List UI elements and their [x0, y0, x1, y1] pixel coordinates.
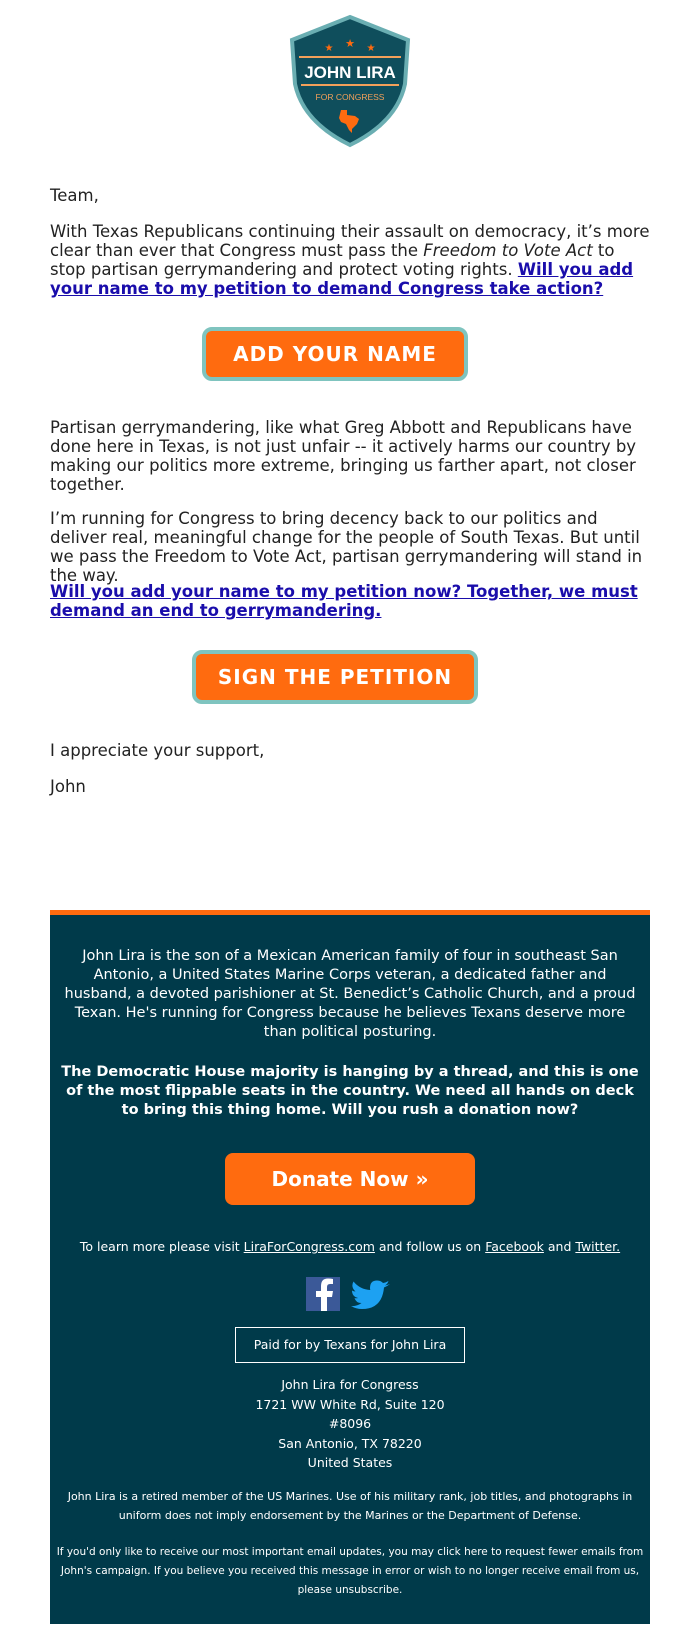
svg-text:★: ★ [366, 43, 376, 54]
paid-for-box: Paid for by Texans for John Lira [235, 1327, 465, 1363]
address-line: United States [307, 1455, 393, 1470]
svg-text:★: ★ [345, 37, 355, 50]
petition-link[interactable]: Will you add your name to my petition to demand Congress take action? [50, 260, 634, 298]
footer-appeal: The Democratic House majority is hanging by a thread, and this is one of the most flippable seats in the country. We need all hands on deck to bring this thing home. Will you rush a donation now? [61, 1064, 639, 1118]
unsubscribe-link[interactable]: If you'd only like to receive our most important email updates, you may click here to request fewer emails from John's campaign. If you believe you received this message in error or wish to no longer receive email from us, please unsubscribe. [56, 1546, 644, 1596]
svg-text:★: ★ [324, 43, 334, 54]
shield-logo-icon [289, 14, 411, 148]
donate-now-button[interactable]: Donate Now » [225, 1153, 475, 1205]
footer [50, 910, 650, 1624]
intro-text: With Texas Republicans continuing their assault on democracy, it’s more clear than ever that Congress must pass the [50, 222, 650, 260]
twitter-link[interactable]: Twitter. [575, 1239, 621, 1254]
facebook-icon[interactable] [306, 1277, 340, 1311]
footer-bio: John Lira is the son of a Mexican American family of four in southeast San Antonio, a United States Marine Corps veteran, a dedicated father and husband, a devoted parishioner at St. Benedict’s Catholic Church, and a proud Texan. He's running for Congress because he believes Texans deserve more than political posturing. [64, 948, 636, 1040]
signature: John [50, 777, 86, 796]
twitter-icon[interactable] [351, 1281, 390, 1310]
unsubscribe-text [50, 1543, 650, 1600]
closing-text: I appreciate your support, [50, 741, 265, 760]
learn-text-mid: and follow us on [374, 1239, 486, 1254]
social-icons [306, 1275, 396, 1313]
learn-text-and: and [543, 1239, 576, 1254]
facebook-link[interactable]: Facebook [485, 1239, 544, 1254]
website-link[interactable]: LiraForCongress.com [243, 1239, 375, 1254]
learn-more-line [58, 1239, 642, 1255]
intro-italic: Freedom to Vote Act [423, 241, 593, 260]
military-disclaimer: John Lira is a retired member of the US Marines. Use of his military rank, job titles, and photographs in uniform does not imply endorsement by the Marines or the Department of Defense. [67, 1490, 633, 1522]
address-line: San Antonio, TX 78220 [278, 1435, 422, 1451]
svg-text:JOHN LIRA: JOHN LIRA [304, 63, 396, 82]
mailing-address [58, 1375, 642, 1473]
intro-paragraph [50, 222, 650, 298]
add-your-name-button[interactable]: ADD YOUR NAME [202, 327, 468, 381]
address-line: John Lira for Congress [281, 1377, 419, 1392]
sign-petition-button[interactable]: SIGN THE PETITION [192, 650, 478, 704]
address-line: 1721 WW White Rd, Suite 120 [255, 1396, 445, 1412]
learn-text: To learn more please visit [79, 1239, 244, 1254]
gerrymandering-paragraph: Partisan gerrymandering, like what Greg Abbott and Republicans have done here in Texas, is not just unfair -- it actively harms our country by making our politics more extreme, bringing us farther apart, not closer together. [50, 418, 637, 494]
campaign-logo [0, 14, 700, 154]
greeting: Team, [50, 186, 99, 205]
running-paragraph: I’m running for Congress to bring decency back to our politics and deliver real, meaningful change for the people of South Texas. But until we pass the Freedom to Vote Act, partisan gerrymandering will stand in the way. [50, 509, 643, 585]
svg-text:FOR CONGRESS: FOR CONGRESS [315, 92, 385, 102]
address-line: #8096 [328, 1416, 372, 1431]
intro-text-end: to stop partisan gerrymandering and protect voting rights. [50, 241, 615, 279]
petition-now-link[interactable]: Will you add your name to my petition now? Together, we must demand an end to gerrymandering. [50, 582, 638, 620]
